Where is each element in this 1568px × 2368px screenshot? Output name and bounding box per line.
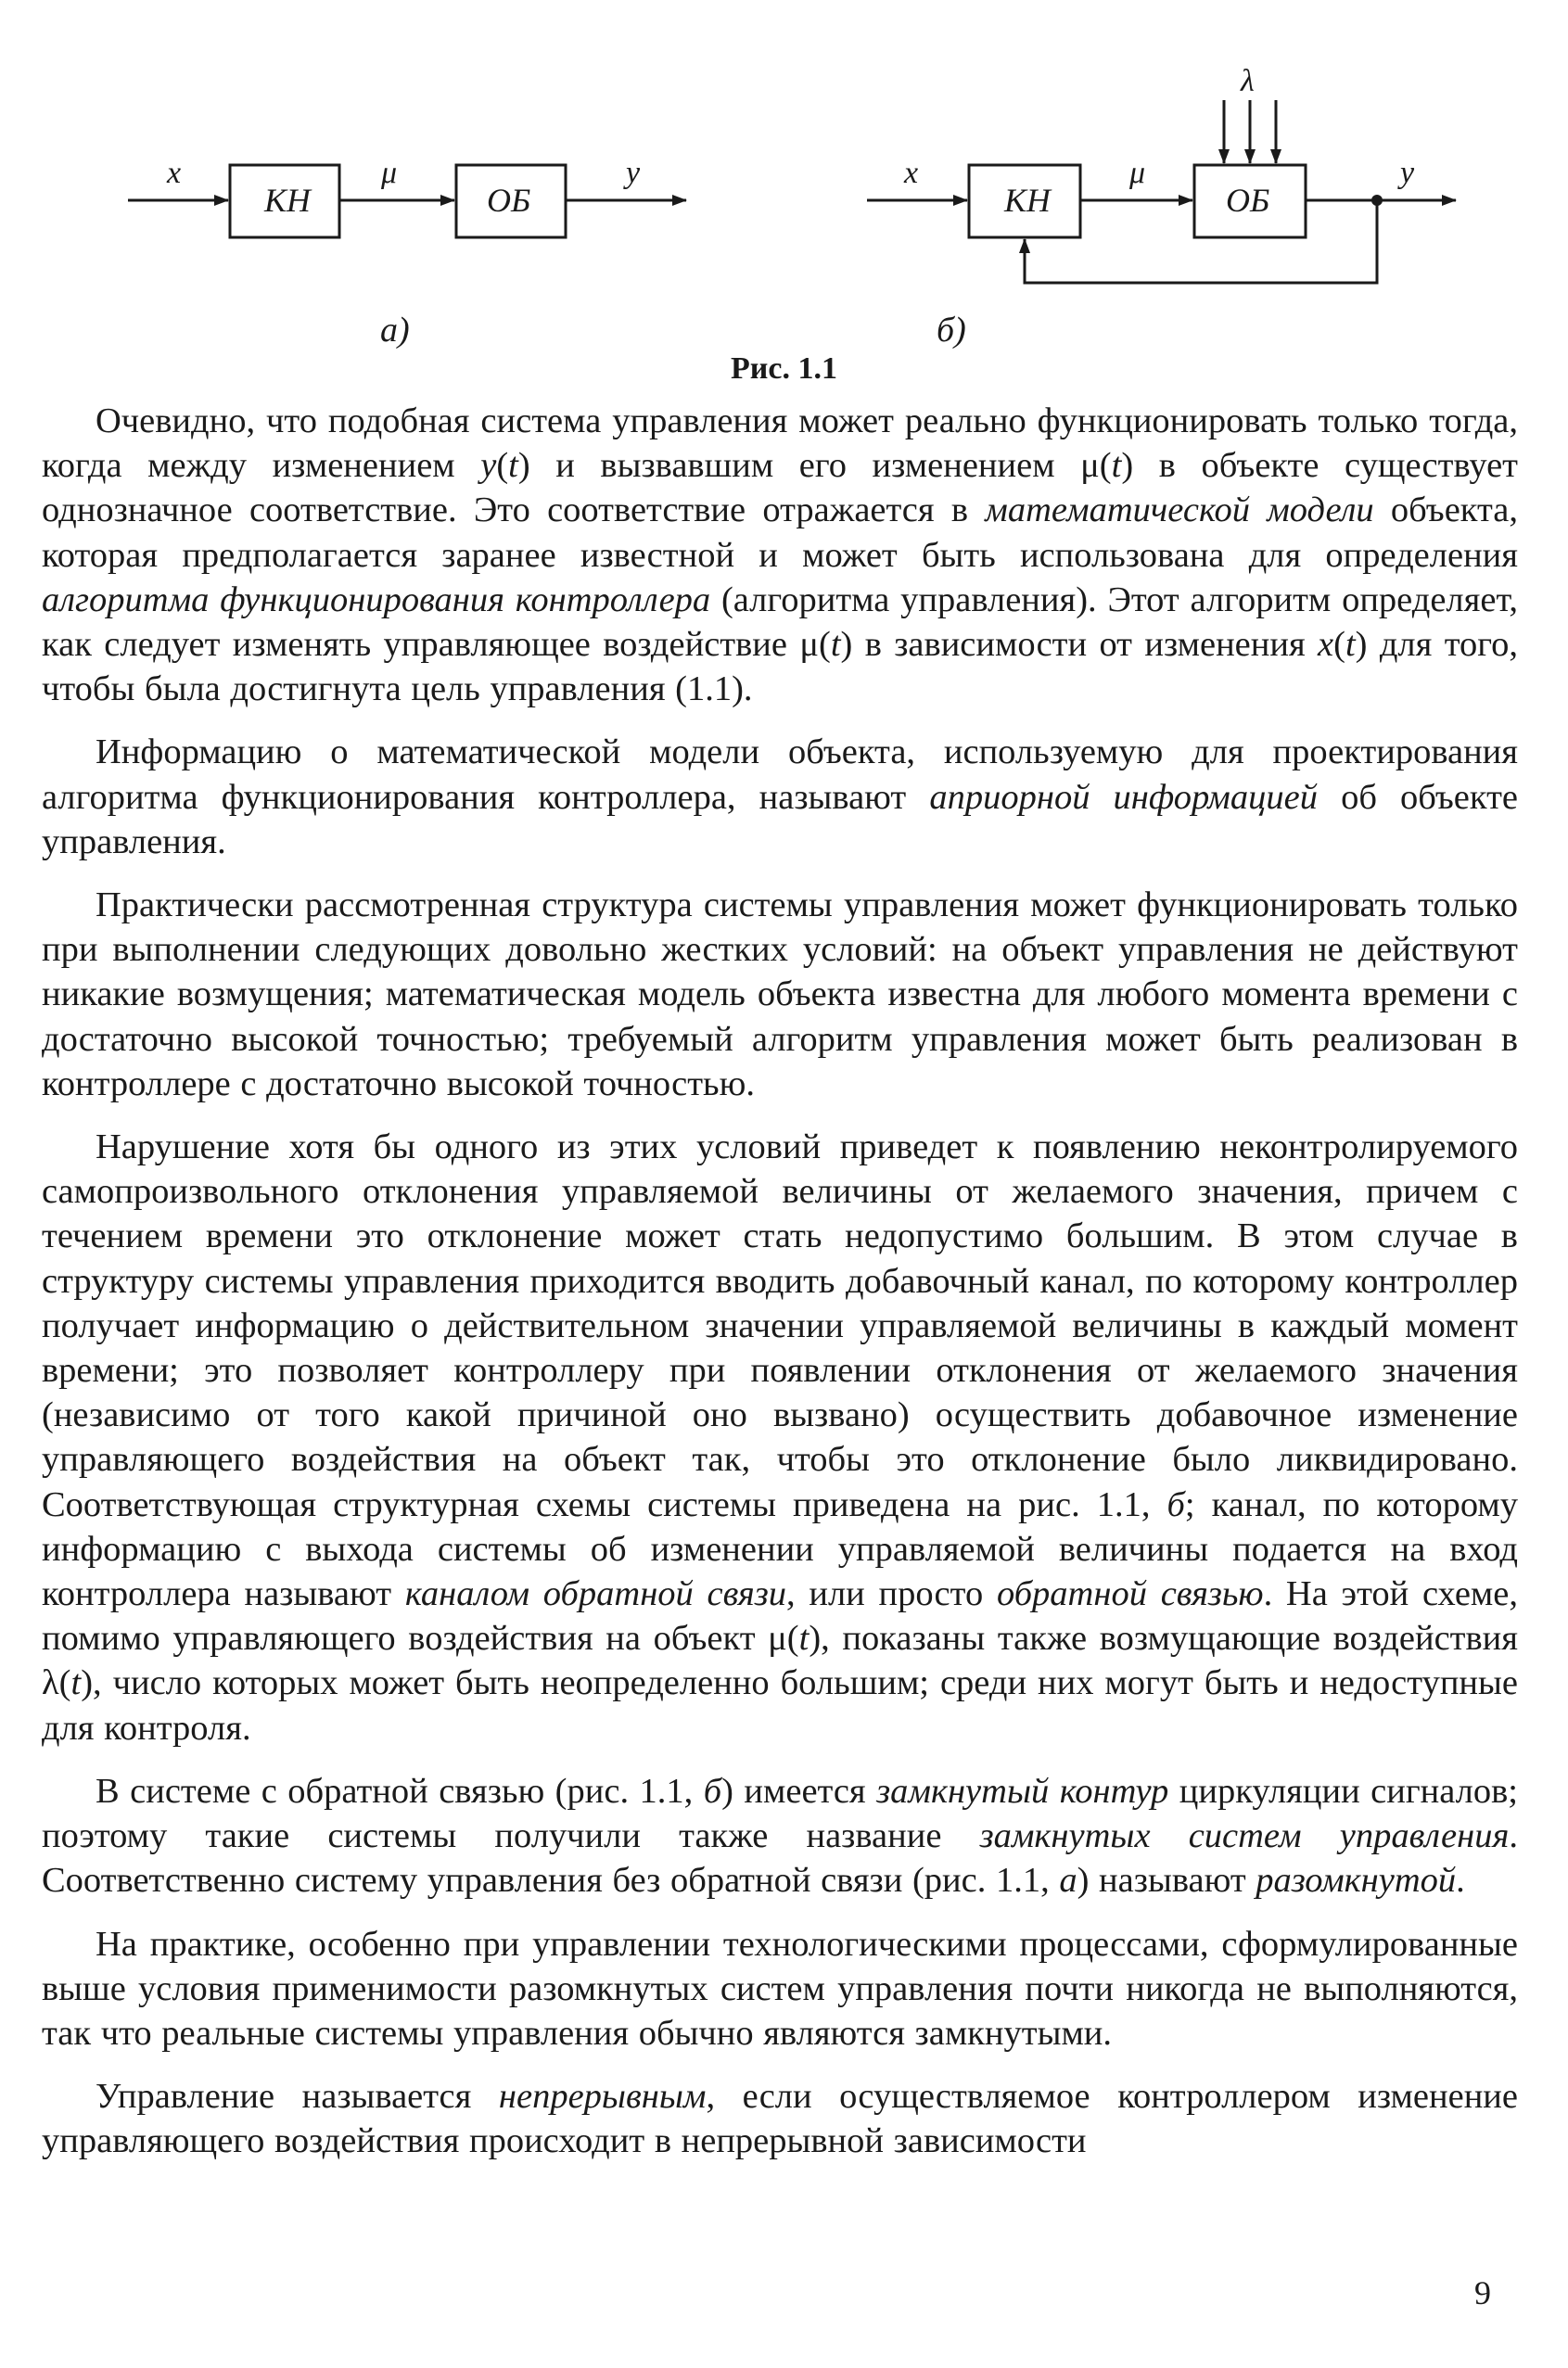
paragraph-3: Практически рассмотренная структура системы управления может функционировать только при выполнении следующих довольно жестких условий: на объект управления не действуют никакие возмущения; математическая модель объекта известна для любого момента времени с достаточно высокой точностью; требуемый алгоритм управления может быть реализован в контроллере с достаточно высокой точностью. — [42, 885, 1518, 1103]
body-text — [42, 399, 1518, 2164]
diagram-b — [867, 64, 1456, 350]
term-a-priori-info: априорной информацией — [929, 777, 1318, 817]
paragraph-4: Нарушение хотя бы одного из этих условий приведет к появлению неконтролируемого самопроизвольного отклонения управляемой величины от желаемого значения, причем с течением времени это отклонение может стать недопустимо большим. В этом случае в структуру системы управления приходится вводить добавочный канал, по которому контроллер получает информацию о действительном значении управляемой величины в каждый момент времени; это позволяет контроллеру при появлении отклонения от желаемого значения (независимо от того какой причиной оно вызвано) осуществить добавочное изменение управляющего воздействия на объект так, чтобы это отклонение было ликвидировано. Соответствующая структурная схемы системы приведена на рис. 1.1, б; канал, по которому информацию с выхода системы об изменении управляемой величины подается на вход контроллера называют каналом обратной связи, или просто обратной связью. На этой схеме, помимо управляющего воздействия на объект μ(t), показаны также возмущающие воздействия λ(t), число которых может быть неопределенно большим; среди них могут быть и недоступные для контроля. — [42, 1127, 1519, 1748]
term-closed-loop: замкнутый контур — [876, 1771, 1169, 1811]
sublabel-b: б) — [937, 311, 966, 350]
object-label-b: ОБ — [1226, 182, 1270, 219]
controller-label-b: КН — [1004, 182, 1051, 219]
term-controller-algorithm: алгоритма функционирования контроллера — [42, 579, 711, 619]
feedback-line — [1025, 200, 1377, 283]
term-math-model: математической модели — [985, 490, 1374, 530]
paragraph-5: В системе с обратной связью (рис. 1.1, б) имеется замкнутый контур циркуляции сигналов; поэтому такие системы получили также название замкнутых систем управления. Соответственно систему управления без обратной связи (рис. 1.1, а) называют разомкнутой. — [42, 1771, 1518, 1901]
mu-label-b: μ — [1129, 156, 1146, 190]
figure-1-1 — [0, 0, 1568, 399]
sublabel-a: а) — [380, 311, 410, 350]
term-closed-systems: замкнутых систем управления — [979, 1816, 1510, 1856]
term-feedback-channel: каналом обратной связи — [404, 1574, 786, 1614]
output-label-b: y — [1400, 156, 1415, 190]
figure-caption: Рис. 1.1 — [731, 351, 837, 386]
paragraph-6: На практике, особенно при управлении технологическими процессами, сформулированные выше условия применимости разомкнутых систем управления почти никогда не выполняются, так что реальные системы управления обычно являются замкнутыми. — [42, 1924, 1518, 2053]
page-number: 9 — [1474, 2274, 1491, 2311]
disturbance-label: λ — [1241, 64, 1255, 98]
block-diagrams — [0, 0, 1568, 399]
object-label-a: ОБ — [487, 182, 531, 219]
input-label-a: x — [167, 156, 182, 190]
output-label-a: y — [626, 156, 641, 190]
paragraph-1: Очевидно, что подобная система управления может реально функционировать только тогда, когда между изменением y(t) и вызвавшим его изменением μ(t) в объекте существует однозначное соответствие. Это соответствие отражается в математической модели объекта, которая предполагается заранее известной и может быть использована для определения алгоритма функционирования контроллера (алгоритма управления). Этот алгоритм определяет, как следует изменять управляющее воздействие μ(t) в зависимости от изменения x(t) для того, чтобы была достигнута цель управления (1.1). — [42, 401, 1518, 709]
paragraph-7: Управление называется непрерывным, если осуществляемое контроллером изменение управляющего воздействия происходит в непрерывной зависимости — [42, 2077, 1518, 2161]
diagram-a — [128, 156, 686, 350]
term-feedback: обратной связью — [996, 1574, 1264, 1614]
paragraph-2: Информацию о математической модели объекта, используемую для проектирования алгоритма функционирования контроллера, называют априорной информацией об объекте управления. — [42, 732, 1518, 861]
term-continuous: непрерывным — [498, 2077, 707, 2117]
input-label-b: x — [904, 156, 919, 190]
controller-label-a: КН — [264, 182, 311, 219]
term-open-loop: разомкнутой — [1256, 1861, 1457, 1901]
mu-label-a: μ — [381, 156, 398, 190]
